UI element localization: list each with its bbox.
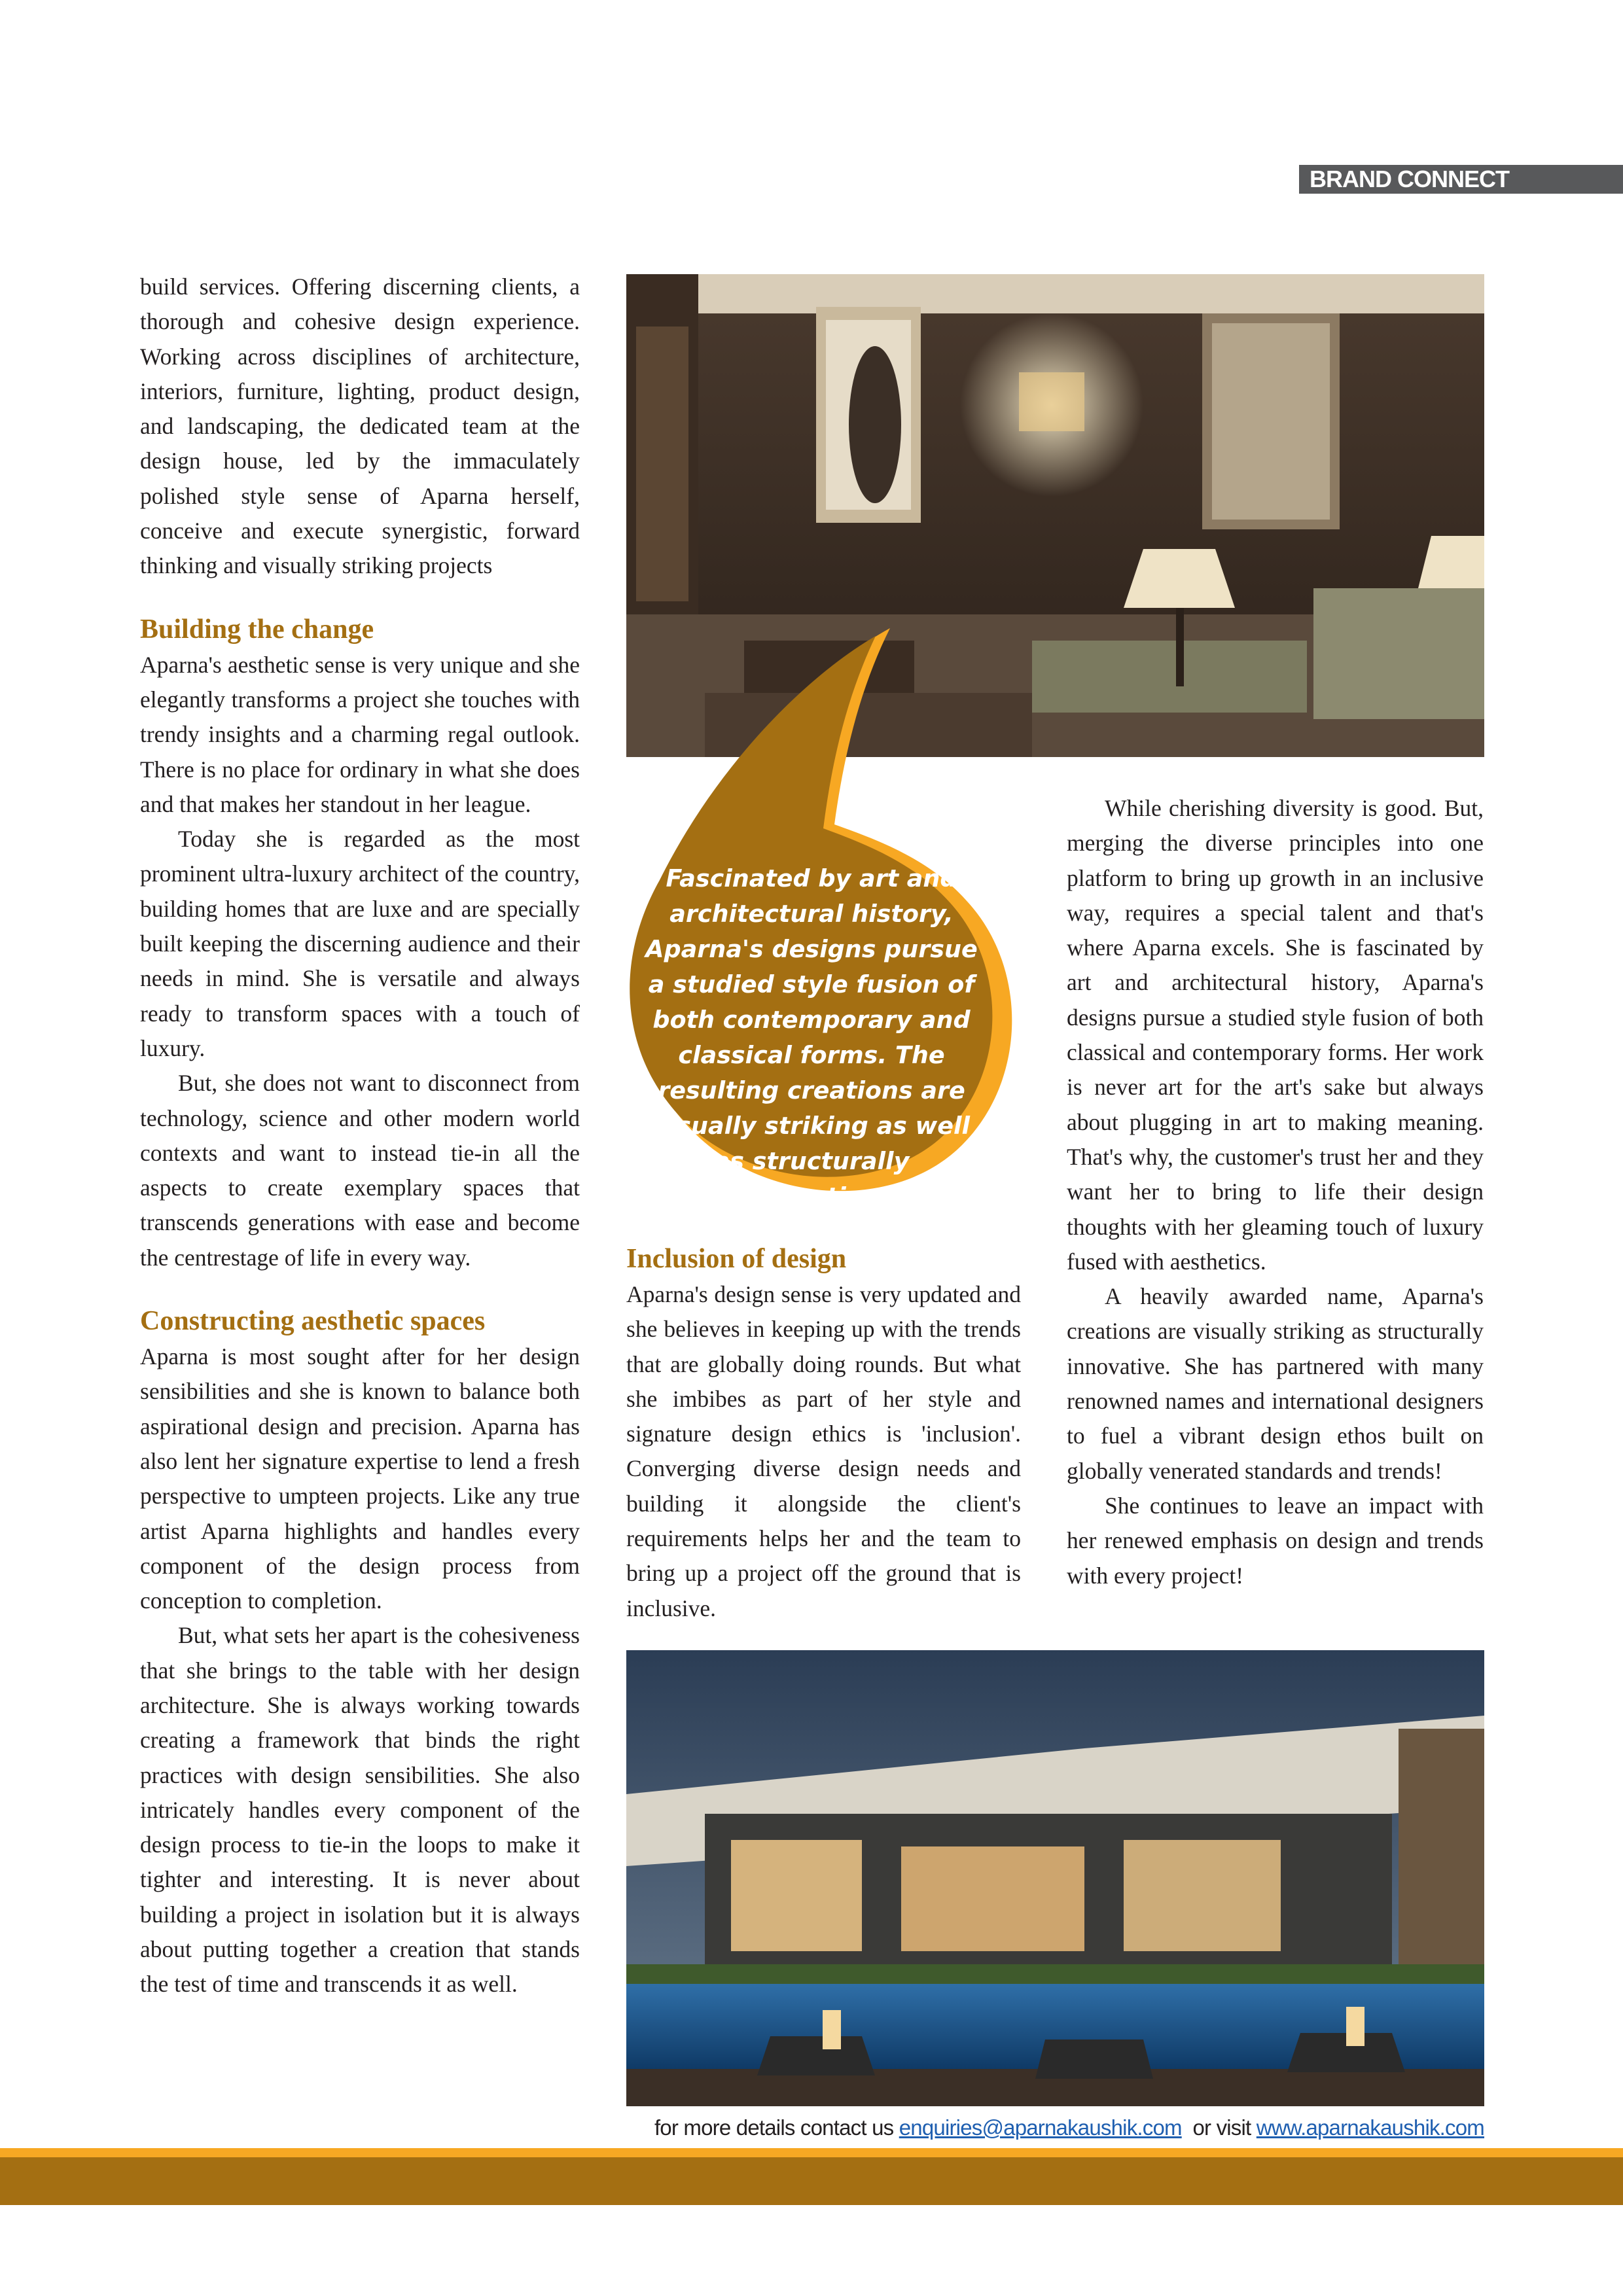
- contact-line: [615, 2113, 1484, 2142]
- paragraph: A heavily awarded name, Aparna's creations are visually striking as structurally innovative. She has partnered with many renowned names and international designers to fuel a vibrant design ethos built on globally venerated standards and trends!: [1067, 1283, 1484, 1484]
- visit-text: or visit: [1192, 2115, 1251, 2140]
- paragraph: Aparna's aesthetic sense is very unique and she elegantly transforms a project she touches with trendy insights and a charming regal outlook. There is no place for ordinary in what she does and that makes her standout in her league.: [140, 651, 580, 817]
- pull-quote-text: Fascinated by art and architectural history, Aparna's designs pursue a studied style fusion of both contemporary and classical forms. The resulting creations are visually striking as well as structurally innovative.: [645, 864, 978, 1210]
- contact-prefix: for more details contact us: [654, 2115, 894, 2140]
- paragraph: Aparna is most sought after for her design sensibilities and she is known to balance both aspirational design and precision. Aparna has also lent her signature expertise to lend a fresh perspective to umpteen projects. Like any true artist Aparna highlights and handles every component of the design process from conception to completion.: [140, 1343, 580, 1614]
- footer-band: [0, 2157, 1623, 2205]
- left-column: [140, 270, 580, 2002]
- website-link[interactable]: www.aparnakaushik.com: [1256, 2115, 1484, 2140]
- heading-inclusion-of-design: Inclusion of design: [626, 1244, 847, 1274]
- heading-building-the-change: Building the change: [140, 614, 374, 645]
- paragraph: But, what sets her apart is the cohesiveness that she brings to the table with her design architecture. She is always working towards creating a framework that binds the right practices with design sensibilities. She also intricately handles every component of the design process to tie-in the loops to make it tighter and interesting. It is never about building a project in isolation but it is always about putting together a creation that stands the test of time and transcends it as well.: [140, 1622, 580, 1998]
- paragraph: She continues to leave an impact with her renewed emphasis on design and trends with every project!: [1067, 1492, 1484, 1589]
- right-column: [1067, 791, 1484, 1593]
- footer-accent-stripe: [0, 2148, 1623, 2157]
- email-link[interactable]: enquiries@aparnakaushik.com: [899, 2115, 1182, 2140]
- paragraph: Today she is regarded as the most prominent ultra-luxury architect of the country, building homes that are luxe and are specially built keeping the discerning audience and their needs in mind. She is versatile and always ready to transform spaces with a touch of luxury.: [140, 826, 580, 1061]
- heading-constructing-aesthetic-spaces: Constructing aesthetic spaces: [140, 1306, 486, 1337]
- intro-paragraph: build services. Offering discerning clients, a thorough and cohesive design experience. Working across disciplines of architecture, interiors, furniture, lighting, product design, and landscaping, the dedicated team at the design house, led by the immaculately polished style sense of Aparna herself, conceive and execute synergistic, forward thinking and visually striking projects: [140, 274, 580, 579]
- paragraph: While cherishing diversity is good. But, merging the diverse principles into one platform to bring up growth in an inclusive way, requires a special talent and that's where Aparna excels. She is fascinated by art and architectural history, Aparna's designs pursue a studied style fusion of both classical and contemporary forms. Her work is never art for the art's sake but always about plugging in art to making meaning. That's why, the customer's trust her and they want her to bring to life their design thoughts with her gleaming touch of luxury fused with aesthetics.: [1067, 795, 1484, 1275]
- villa-pool-photo: [626, 1650, 1484, 2106]
- middle-column: [626, 1241, 1021, 1626]
- paragraph: But, she does not want to disconnect from technology, science and other modern world contexts and want to instead tie-in all the aspects to create exemplary spaces that transcends generations with ease and become the centrestage of life in every way.: [140, 1070, 580, 1271]
- section-tag: BRAND CONNECT: [1299, 165, 1623, 194]
- paragraph: Aparna's design sense is very updated and she believes in keeping up with the trends that are globally doing rounds. But what she imbibes as part of her style and signature design ethics is 'inclusion'. Converging diverse design needs and building it alongside the client's requirements helps her and the team to bring up a project off the ground that is inclusive.: [626, 1281, 1021, 1621]
